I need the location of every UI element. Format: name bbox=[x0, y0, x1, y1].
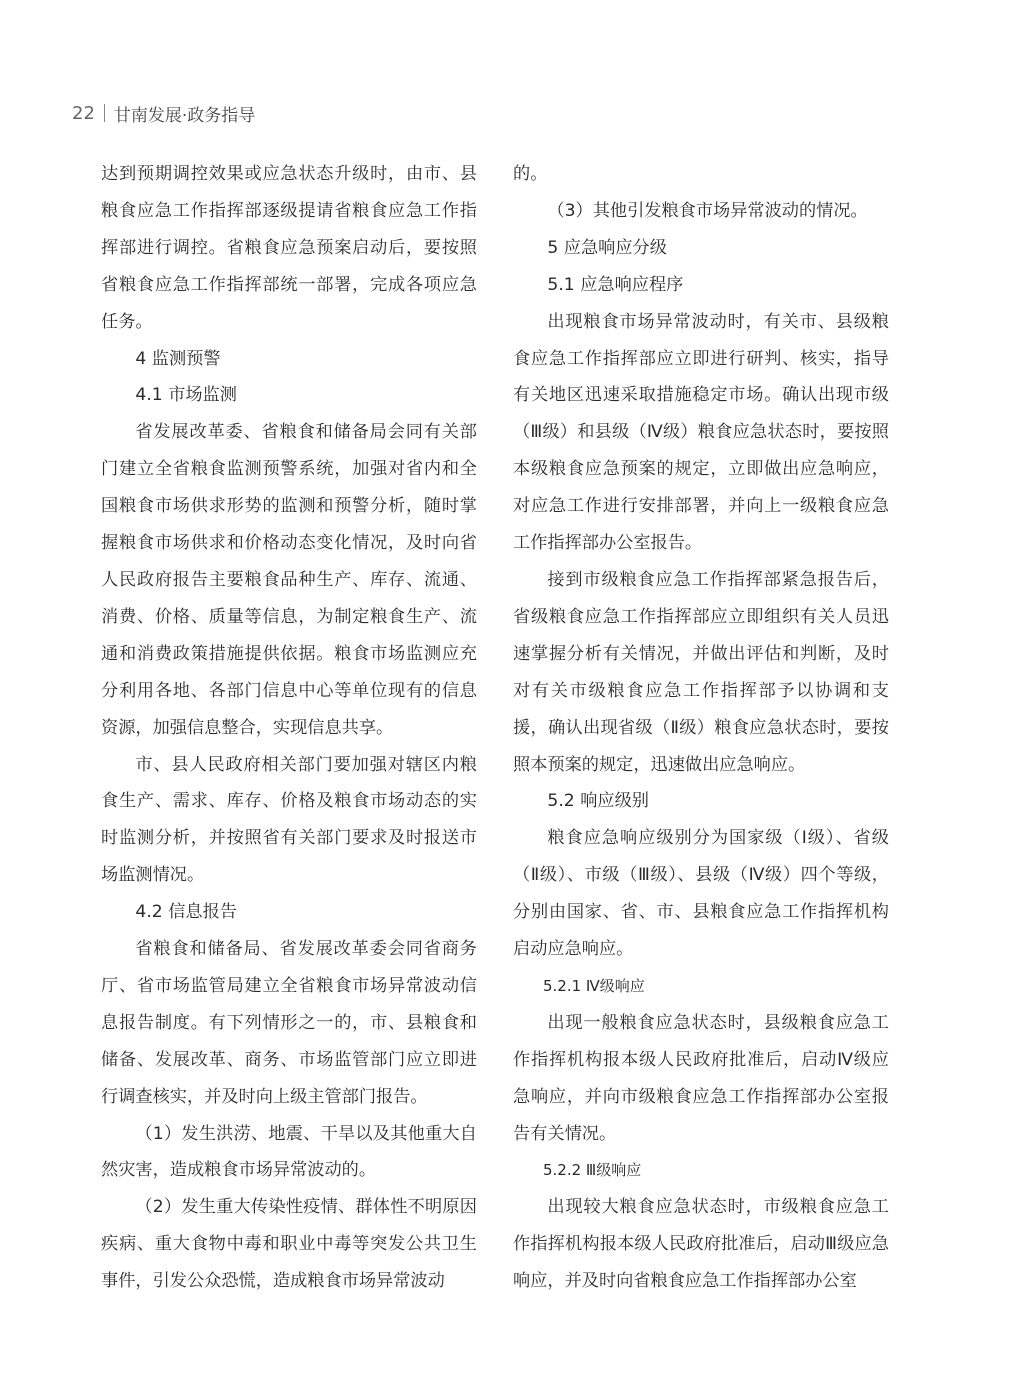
section-heading: 4 监测预警 bbox=[135, 348, 221, 369]
paragraph: 出现一般粮食应急状态时，县级粮食应急工作指挥机构报本级人民政府批准后，启动Ⅳ级应急响应，并向市级粮食应急工作指挥部办公室报告有关情况。 bbox=[513, 1012, 889, 1144]
section-heading: 5 应急响应分级 bbox=[547, 237, 667, 258]
paragraph: 出现较大粮食应急状态时，市级粮食应急工作指挥机构报本级人民政府批准后，启动Ⅲ级应急响应，并及时向省粮食应急工作指挥部办公室 bbox=[513, 1197, 889, 1292]
right-column bbox=[513, 156, 889, 1300]
left-column bbox=[101, 156, 477, 1300]
page-number: 22 bbox=[72, 102, 95, 124]
subsubsection-heading: 5.2.2 Ⅲ级响应 bbox=[543, 1161, 642, 1180]
list-item: （2）发生重大传染性疫情、群体性不明原因疾病、重大食物中毒和职业中毒等突发公共卫生事件，引发公众恐慌，造成粮食市场异常波动 bbox=[101, 1197, 477, 1292]
paragraph: 接到市级粮食应急工作指挥部紧急报告后，省级粮食应急工作指挥部应立即组织有关人员迅速掌握分析有关情况，并做出评估和判断，及时对有关市级粮食应急工作指挥部予以协调和支援，确认出现省级（Ⅱ级）粮食应急状态时，要按照本预案的规定，迅速做出应急响应。 bbox=[513, 569, 889, 775]
subsection-heading: 5.2 响应级别 bbox=[547, 791, 649, 812]
paragraph: 省发展改革委、省粮食和储备局会同有关部门建立全省粮食监测预警系统，加强对省内和全国粮食市场供求形势的监测和预警分析，随时掌握粮食市场供求和价格动态变化情况，及时向省人民政府报告主要粮食品种生产、库存、流通、消费、价格、质量等信息，为制定粮食生产、流通和消费政策措施提供依据。粮食市场监测应充分利用各地、各部门信息中心等单位现有的信息资源，加强信息整合，实现信息共享。 bbox=[101, 422, 477, 738]
paragraph: 的。 bbox=[513, 164, 548, 184]
paragraph: 出现粮食市场异常波动时，有关市、县级粮食应急工作指挥部应立即进行研判、核实，指导有关地区迅速采取措施稳定市场。确认出现市级（Ⅲ级）和县级（Ⅳ级）粮食应急状态时，要按照本级粮食应急预案的规定，立即做出应急响应，对应急工作进行安排部署，并向上一级粮食应急工作指挥部办公室报告。 bbox=[513, 311, 889, 554]
page-header bbox=[72, 99, 255, 127]
subsubsection-heading: 5.2.1 Ⅳ级响应 bbox=[543, 976, 645, 995]
header-divider bbox=[104, 104, 105, 122]
paragraph: 省粮食和储备局、省发展改革委会同省商务厅、省市场监管局建立全省粮食市场异常波动信息报告制度。有下列情形之一的，市、县粮食和储备、发展改革、商务、市场监管部门应立即进行调查核实，并及时向上级主管部门报告。 bbox=[101, 939, 477, 1107]
subsection-heading: 4.2 信息报告 bbox=[135, 902, 237, 923]
list-item: （3）其他引发粮食市场异常波动的情况。 bbox=[547, 200, 868, 221]
subsection-heading: 5.1 应急响应程序 bbox=[547, 274, 684, 295]
list-item: （1）发生洪涝、地震、干旱以及其他重大自然灾害，造成粮食市场异常波动的。 bbox=[101, 1123, 477, 1181]
subsection-heading: 4.1 市场监测 bbox=[135, 385, 237, 406]
paragraph: 达到预期调控效果或应急状态升级时，由市、县粮食应急工作指挥部逐级提请省粮食应急工作指挥部进行调控。省粮食应急预案启动后，要按照省粮食应急工作指挥部统一部署，完成各项应急任务。 bbox=[101, 164, 477, 332]
paragraph: 市、县人民政府相关部门要加强对辖区内粮食生产、需求、库存、价格及粮食市场动态的实时监测分析，并按照省有关部门要求及时报送市场监测情况。 bbox=[101, 754, 477, 886]
publication-title: 甘南发展·政务指导 bbox=[113, 105, 256, 126]
paragraph: 粮食应急响应级别分为国家级（Ⅰ级）、省级（Ⅱ级）、市级（Ⅲ级）、县级（Ⅳ级）四个等级，分别由国家、省、市、县粮食应急工作指挥机构启动应急响应。 bbox=[513, 828, 889, 960]
